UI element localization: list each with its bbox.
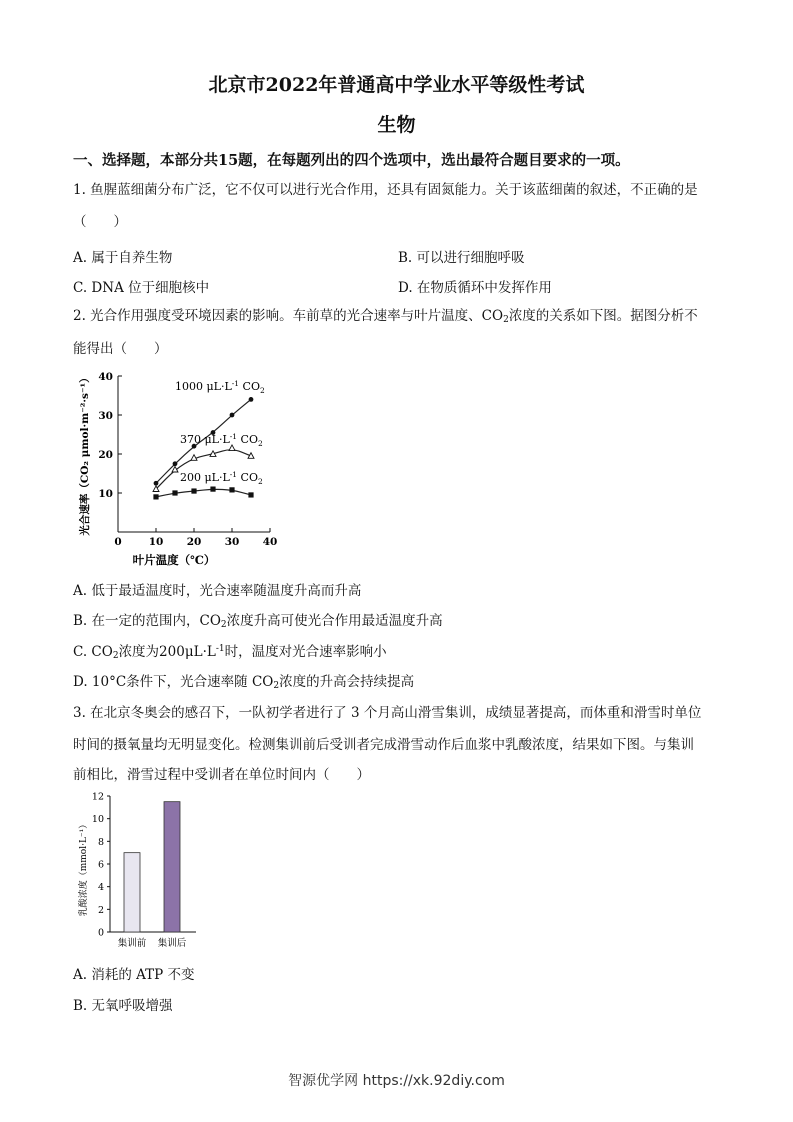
question-2-stem-line2: 能得出（ ） xyxy=(73,341,168,357)
q2-option-b-part-1: B. 在一定的范围内，CO xyxy=(73,613,221,629)
y-tick-label: 12 xyxy=(91,791,104,803)
x-axis-label: 叶片温度（℃） xyxy=(132,553,216,567)
data-point xyxy=(154,481,159,486)
q2-option-c xyxy=(73,640,387,661)
y-tick-label: 4 xyxy=(97,882,104,894)
q2-option-c-part-3: 时，温度对光合速率影响小 xyxy=(224,644,387,660)
q2-option-b xyxy=(73,609,443,630)
y-axis-label: 光合速率（CO₂ μmol·m⁻²·s⁻¹） xyxy=(79,372,91,536)
subject-title: 生物 xyxy=(377,114,416,136)
q2-option-c-part-2: 浓度为200μL·L xyxy=(118,644,216,660)
photosynthesis-line-chart xyxy=(70,366,310,571)
question-3-line-3: 前相比，滑雪过程中受训者在单位时间内（ ） xyxy=(73,767,370,783)
bar-0 xyxy=(124,853,140,932)
q1-option-a: A. 属于自养生物 xyxy=(73,250,173,266)
x-tick-label: 20 xyxy=(186,536,202,548)
bar-chart-bars xyxy=(124,802,180,932)
y-tick-label: 40 xyxy=(98,371,113,383)
x-tick-label: 10 xyxy=(148,536,164,548)
category-label: 集训后 xyxy=(157,938,187,949)
section-heading: 一、选择题，本部分共15题，在每题列出的四个选项中，选出最符合题目要求的一项。 xyxy=(73,152,630,169)
question-1-stem: 1. 鱼腥蓝细菌分布广泛，它不仅可以进行光合作用，还具有固氮能力。关于该蓝细菌的叙述，不正确的是 xyxy=(73,182,698,198)
data-point xyxy=(229,445,235,451)
question-3-line-1: 3. 在北京冬奥会的感召下，一队初学者进行了 3 个月高山滑雪集训，成绩显著提高，而体重和滑雪时单位 xyxy=(73,705,702,721)
q1-option-c: C. DNA 位于细胞核中 xyxy=(73,280,210,296)
series-label: 200 $\mu L\cdot L^{-1}$ $CO_2$ xyxy=(180,470,263,486)
q3-option-b: B. 无氧呼吸增强 xyxy=(73,998,173,1014)
q1-option-d: D. 在物质循环中发挥作用 xyxy=(398,280,552,296)
line-chart-series xyxy=(153,397,254,500)
q2-option-b-subscript: 2 xyxy=(220,620,227,630)
y-tick-label: 6 xyxy=(97,859,104,871)
y-axis-label: 乳酸浓度（mmol·L⁻¹） xyxy=(79,819,89,917)
q2-option-c-subscript: 2 xyxy=(112,651,119,661)
x-tick-label: 0 xyxy=(114,536,122,548)
q2-option-b-part-2: 浓度升高可使光合作用最适温度升高 xyxy=(226,613,443,629)
series-label: 370 $\mu L\cdot L^{-1}$ $CO_2$ xyxy=(180,432,263,448)
y-tick-label: 2 xyxy=(97,904,104,916)
data-point xyxy=(191,488,196,493)
q2-option-d-part-1: D. 10°C条件下，光合速率随 CO xyxy=(73,674,274,690)
series-line-2 xyxy=(156,489,251,497)
y-tick-label: 10 xyxy=(91,814,104,826)
series-label: 1000 $\mu L\cdot L^{-1}$ $CO_2$ xyxy=(175,379,265,395)
q1-option-b: B. 可以进行细胞呼吸 xyxy=(398,250,525,266)
data-point xyxy=(230,413,235,418)
lactate-bar-chart xyxy=(70,786,210,952)
category-label: 集训前 xyxy=(117,938,147,949)
y-tick-label: 0 xyxy=(97,927,104,939)
data-point xyxy=(153,494,158,499)
question-3-line-2: 时间的摄氧量均无明显变化。检测集训前后受训者完成滑雪动作后血浆中乳酸浓度，结果如下图。与集训 xyxy=(73,737,694,753)
data-point xyxy=(210,487,215,492)
q2-stem-part-2: 浓度的关系如下图。据图分析不 xyxy=(508,308,698,324)
x-tick-label: 30 xyxy=(224,536,240,548)
y-tick-label: 30 xyxy=(98,410,113,422)
question-2-stem xyxy=(73,300,723,336)
y-tick-label: 20 xyxy=(98,449,113,461)
x-tick-label: 40 xyxy=(262,536,278,548)
data-point xyxy=(172,490,177,495)
q2-option-a: A. 低于最适温度时，光合速率随温度升高而升高 xyxy=(73,583,362,599)
q2-option-d-subscript: 2 xyxy=(273,681,280,691)
q2-option-d-part-2: 浓度的升高会持续提高 xyxy=(279,674,415,690)
q2-stem-subscript: 2 xyxy=(503,315,509,325)
footer-watermark: 智源优学网 https://xk.92diy.com xyxy=(288,1073,505,1089)
y-tick-label: 8 xyxy=(97,836,104,848)
data-point xyxy=(229,487,234,492)
data-point xyxy=(173,461,178,466)
bar-1 xyxy=(164,802,180,932)
q2-stem-part-1: 2. 光合作用强度受环境因素的影响。车前草的光合速率与叶片温度、CO xyxy=(73,308,504,324)
data-point xyxy=(249,397,254,402)
question-1-blank: （ ） xyxy=(73,214,127,230)
q2-option-c-part-1: C. CO xyxy=(73,644,113,660)
q2-option-c-superscript: -1 xyxy=(215,644,225,654)
q2-option-d xyxy=(73,670,414,691)
y-tick-label: 10 xyxy=(98,488,113,500)
data-point xyxy=(248,492,253,497)
q3-option-a: A. 消耗的 ATP 不变 xyxy=(73,967,195,983)
exam-title: 北京市2022年普通高中学业水平等级性考试 xyxy=(208,74,585,96)
